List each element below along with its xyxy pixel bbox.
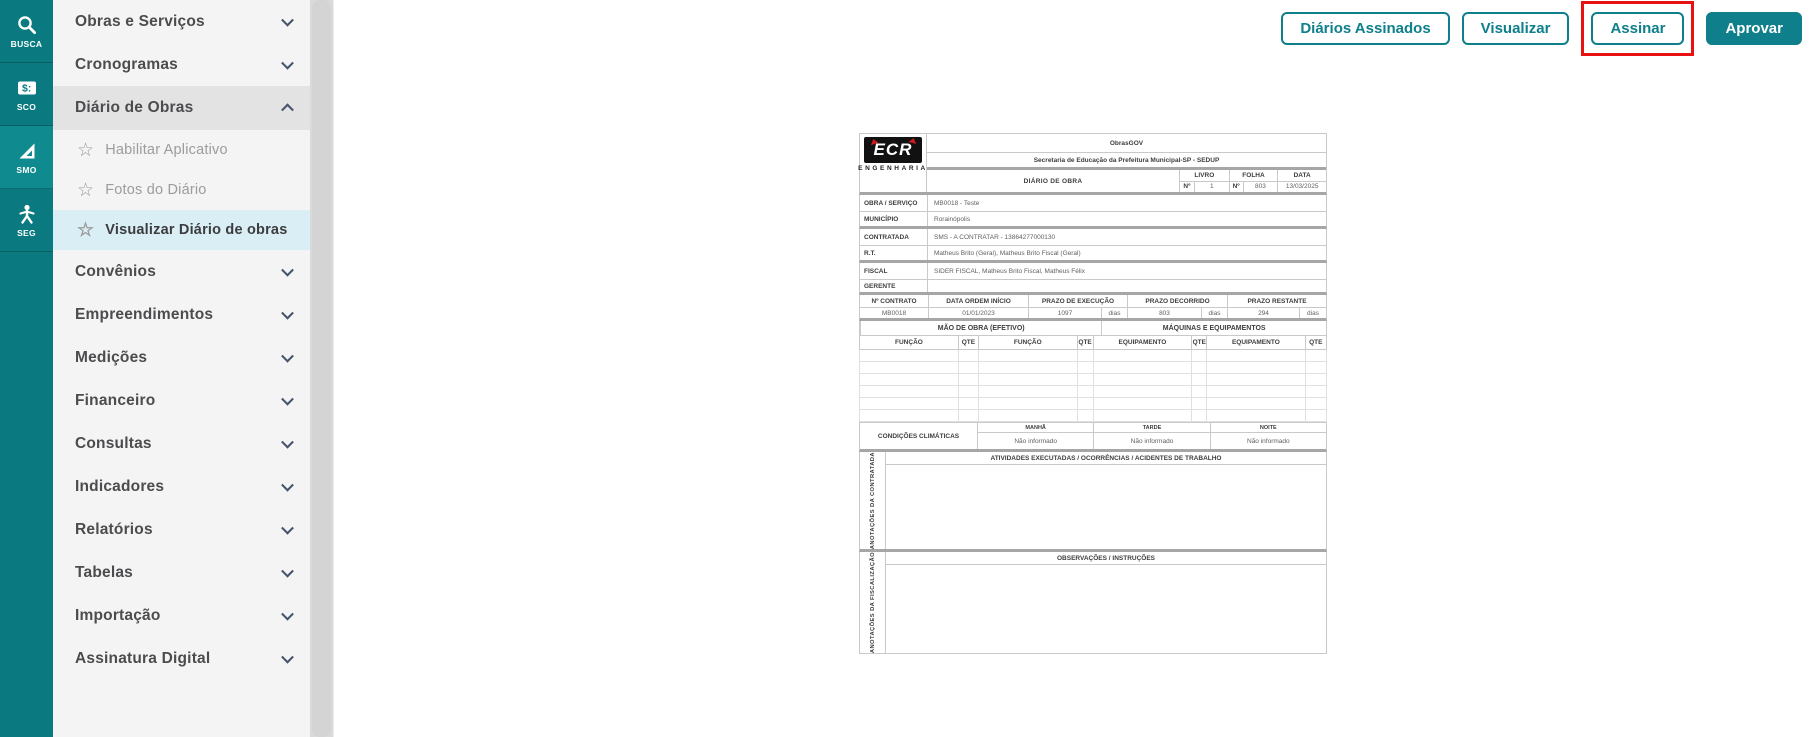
- sidebar-item-label: Consultas: [75, 434, 152, 452]
- person-icon: [16, 203, 38, 225]
- sidebar-item-financeiro[interactable]: [53, 379, 310, 422]
- no-label: Nº: [1183, 183, 1191, 191]
- workforce-empty-rows: [859, 350, 1327, 422]
- sidebar-item-medicoes[interactable]: [53, 336, 310, 379]
- star-icon[interactable]: ☆: [77, 139, 95, 161]
- activities-section: [859, 452, 1327, 552]
- sidebar-item-tabelas[interactable]: [53, 551, 310, 594]
- main-content: [333, 0, 1816, 737]
- chevron-down-icon: [281, 306, 294, 319]
- diarios-assinados-button[interactable]: Diários Assinados: [1281, 12, 1449, 45]
- sidebar-item-label: Fotos do Diário: [105, 182, 207, 198]
- sidebar-item-label: Habilitar Aplicativo: [105, 142, 228, 158]
- sidebar-item-cronogramas[interactable]: [53, 43, 310, 86]
- rail-label: SCO: [16, 101, 37, 112]
- observations-title: OBSERVAÇÕES / INSTRUÇÕES: [886, 552, 1326, 565]
- workforce-column-headers: FUNÇÃO QTE FUNÇÃO QTE EQUIPAMENTO QTE EQUIPAMENTO QTE: [859, 336, 1327, 350]
- observations-side-label: ANOTAÇÕES DA FISCALIZAÇÃO: [869, 552, 876, 654]
- document-header: [859, 133, 1327, 195]
- sidebar-item-label: Convênios: [75, 262, 157, 280]
- star-icon[interactable]: ☆: [77, 179, 95, 201]
- sidebar-item-importacao[interactable]: [53, 594, 310, 637]
- chevron-down-icon: [281, 349, 294, 362]
- sidebar-item-label: Indicadores: [75, 477, 165, 495]
- workforce-empty-row: [859, 374, 1327, 386]
- observations-section: [859, 552, 1327, 654]
- info-row-fiscal: FISCAL SIDER FISCAL, Matheus Brito Fiscal, Matheus Félix: [859, 263, 1327, 280]
- document-org-name: Secretaria de Educação da Prefeitura Municipal-SP - SEDUP: [927, 153, 1326, 170]
- rail-label: SEG: [17, 227, 36, 238]
- info-row-rt: R.T. Matheus Brito (Geral), Matheus Brito Fiscal (Geral): [859, 246, 1327, 263]
- data-value: 13/03/2025: [1277, 182, 1326, 193]
- chevron-down-icon: [281, 521, 294, 534]
- activities-side-label: ANOTAÇÕES DA CONTRATADA: [869, 452, 876, 550]
- sidebar-item-label: Medições: [75, 348, 148, 366]
- no-label: Nº: [1229, 182, 1243, 193]
- chevron-down-icon: [281, 263, 294, 276]
- sidebar-item-label: Diário de Obras: [75, 99, 194, 116]
- observations-box: [886, 565, 1326, 653]
- sidebar-item-visualizar-diario-de-obras[interactable]: [53, 210, 310, 250]
- workforce-empty-row: [859, 386, 1327, 398]
- rail-item-sco[interactable]: [0, 63, 53, 126]
- rail-item-busca[interactable]: [0, 0, 53, 63]
- rail-item-seg[interactable]: [0, 189, 53, 252]
- sidebar-item-fotos-do-diario[interactable]: [53, 170, 310, 210]
- sidebar-item-label: Financeiro: [75, 391, 156, 409]
- data-label: DATA: [1277, 170, 1326, 181]
- document-title: DIÁRIO DE OBRA: [1023, 177, 1083, 185]
- chevron-down-icon: [281, 13, 294, 26]
- visualizar-button[interactable]: Visualizar: [1462, 12, 1570, 45]
- star-icon[interactable]: ☆: [77, 219, 95, 241]
- module-rail: [0, 0, 53, 737]
- sidebar-item-habilitar-aplicativo[interactable]: [53, 130, 310, 170]
- logo-text: ECR: [873, 140, 913, 159]
- sidebar-item-label: Visualizar Diário de obras: [105, 222, 288, 238]
- sidebar-item-relatorios[interactable]: [53, 508, 310, 551]
- chevron-up-icon: [281, 103, 294, 116]
- diario-de-obra-document: [859, 133, 1327, 654]
- chevron-down-icon: [281, 56, 294, 69]
- rail-item-smo[interactable]: [0, 126, 53, 189]
- scrollbar-thumb[interactable]: [312, 0, 331, 737]
- sidebar-item-label: Empreendimentos: [75, 305, 214, 323]
- sidebar-item-assinatura-digital[interactable]: [53, 637, 310, 680]
- sidebar-item-label: Relatórios: [75, 520, 153, 538]
- info-row-obra-servico: OBRA / SERVIÇO MB0018 - Teste: [859, 195, 1327, 212]
- workforce-empty-row: [859, 362, 1327, 374]
- livro-folha-data-grid: [1179, 170, 1326, 192]
- workforce-empty-row: [859, 398, 1327, 410]
- search-icon: [16, 14, 38, 36]
- livro-label: LIVRO: [1194, 171, 1215, 179]
- folha-value: 803: [1243, 182, 1278, 193]
- toolbar: [1281, 0, 1802, 56]
- contract-value-row: MB0018 01/01/2023 1097 dias 803 dias 294 dias: [859, 308, 1327, 321]
- workforce-empty-row: [859, 410, 1327, 422]
- ecr-logo: [860, 134, 927, 192]
- rail-label: BUSCA: [10, 38, 43, 49]
- rail-label: SMO: [16, 164, 37, 175]
- assinar-button[interactable]: Assinar: [1591, 12, 1684, 45]
- folha-label: FOLHA: [1229, 170, 1278, 181]
- logo-subtext: ENGENHARIA: [858, 165, 928, 172]
- sidebar-scrollbar[interactable]: [310, 0, 333, 737]
- workforce-empty-row: [859, 350, 1327, 362]
- chevron-down-icon: [281, 435, 294, 448]
- sidebar-item-obras-e-servicos[interactable]: [53, 0, 310, 43]
- contract-header-row: Nº CONTRATO DATA ORDEM INÍCIO PRAZO DE EXECUÇÃO PRAZO DECORRIDO PRAZO RESTANTE: [859, 295, 1327, 308]
- activities-box: [886, 465, 1326, 549]
- info-row-gerente: GERENTE: [859, 280, 1327, 295]
- sidebar-item-label: Importação: [75, 606, 161, 624]
- sidebar-item-indicadores[interactable]: [53, 465, 310, 508]
- sidebar-item-label: Cronogramas: [75, 55, 178, 73]
- sidebar-item-diario-de-obras[interactable]: [53, 86, 310, 130]
- sidebar-item-label: Obras e Serviços: [75, 12, 205, 30]
- document-app-name: ObrasGOV: [927, 134, 1326, 153]
- aprovar-button[interactable]: Aprovar: [1706, 12, 1802, 45]
- money-icon: [16, 77, 38, 99]
- sidebar-item-label: Assinatura Digital: [75, 649, 211, 667]
- info-row-contratada: CONTRATADA SMS - A CONTRATAR - 13864277000130: [859, 229, 1327, 246]
- triangle-ruler-icon: [16, 140, 38, 162]
- sidebar-item-label: Tabelas: [75, 563, 133, 581]
- info-row-municipio: MUNICÍPIO Rorainópolis: [859, 212, 1327, 229]
- svg-text:$:: $:: [21, 82, 31, 94]
- livro-value: 1: [1194, 182, 1229, 193]
- workforce-section-titles: MÃO DE OBRA (EFETIVO) MÁQUINAS E EQUIPAMENTOS: [859, 321, 1327, 336]
- sidebar-item-consultas[interactable]: [53, 422, 310, 465]
- chevron-down-icon: [281, 392, 294, 405]
- chevron-down-icon: [281, 564, 294, 577]
- chevron-down-icon: [281, 607, 294, 620]
- sidebar-item-empreendimentos[interactable]: [53, 293, 310, 336]
- chevron-down-icon: [281, 478, 294, 491]
- assinar-highlight-annotation: [1581, 1, 1694, 56]
- sidebar-menu: [53, 0, 310, 737]
- activities-title: ATIVIDADES EXECUTADAS / OCORRÊNCIAS / ACIDENTES DE TRABALHO: [886, 452, 1326, 465]
- climate-section: CONDIÇÕES CLIMÁTICAS MANHÃ TARDE NOITE Não informado Não informado Não informado: [859, 422, 1327, 452]
- sidebar-item-convenios[interactable]: [53, 250, 310, 293]
- chevron-down-icon: [281, 650, 294, 663]
